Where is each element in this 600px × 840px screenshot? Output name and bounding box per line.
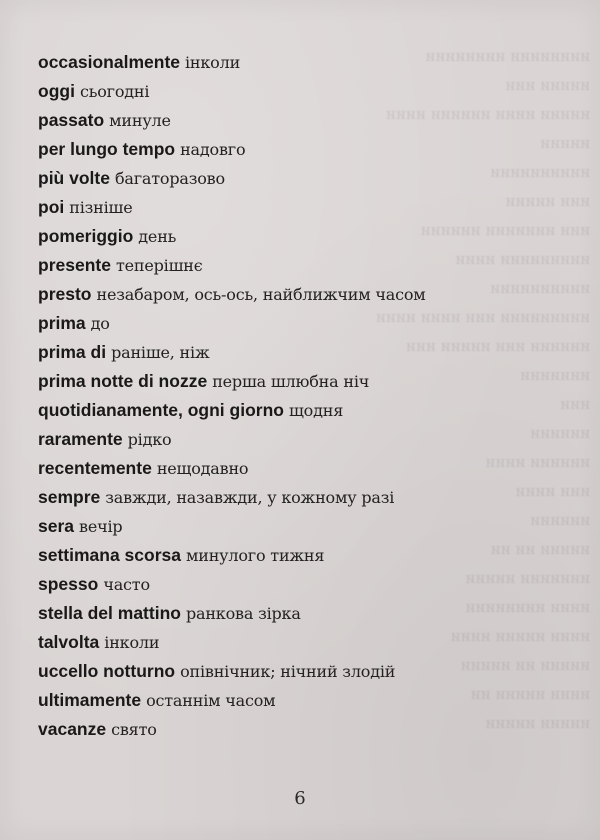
glossary-entry (38, 106, 578, 135)
italian-term: prima di (38, 342, 107, 362)
glossary-entry (38, 686, 578, 715)
ukrainian-translation: нещодавно (156, 459, 249, 478)
ukrainian-translation: опівнічник; нічний злодій (180, 662, 396, 681)
glossary-entry (38, 77, 578, 106)
italian-term: settimana scorsa (38, 545, 181, 565)
ukrainian-translation: сьогодні (79, 82, 150, 101)
italian-term: oggi (38, 81, 75, 101)
italian-term: vacanze (38, 719, 107, 739)
glossary-entry (38, 48, 578, 77)
glossary-entry (38, 512, 578, 541)
italian-term: ultimamente (38, 690, 142, 710)
glossary-entry (38, 570, 578, 599)
ukrainian-translation: інколи (185, 53, 241, 72)
italian-term: per lungo tempo (38, 139, 176, 159)
italian-term: pomeriggio (38, 226, 134, 246)
ukrainian-translation: пізніше (69, 198, 133, 217)
ukrainian-translation: надовго (180, 140, 246, 159)
italian-term: più volte (38, 168, 110, 188)
italian-term: poi (38, 197, 65, 217)
glossary-entry (38, 251, 578, 280)
glossary-entry (38, 338, 578, 367)
ukrainian-translation: щодня (288, 401, 344, 420)
glossary-entry (38, 425, 578, 454)
italian-term: prima notte di nozze (38, 371, 208, 391)
italian-term: presente (38, 255, 111, 275)
italian-term: prima (38, 313, 86, 333)
page-number: 6 (294, 788, 306, 809)
ukrainian-translation: вечір (79, 517, 123, 536)
italian-term: passato (38, 110, 105, 130)
glossary-entry (38, 628, 578, 657)
ukrainian-translation: свято (111, 720, 157, 739)
ukrainian-translation: до (90, 314, 110, 333)
italian-term: quotidianamente, ogni giorno (38, 400, 284, 420)
glossary-entry (38, 599, 578, 628)
glossary-list (38, 48, 578, 744)
italian-term: sera (38, 516, 75, 536)
italian-term: spesso (38, 574, 99, 594)
glossary-entry (38, 280, 578, 309)
ukrainian-translation: ранкова зірка (185, 604, 301, 623)
glossary-entry (38, 541, 578, 570)
ukrainian-translation: минуле (109, 111, 171, 130)
glossary-entry (38, 309, 578, 338)
glossary-entry (38, 367, 578, 396)
glossary-entry (38, 483, 578, 512)
glossary-entry (38, 222, 578, 251)
ukrainian-translation: минулого тижня (186, 546, 325, 565)
ukrainian-translation: день (138, 227, 177, 246)
glossary-entry (38, 396, 578, 425)
ukrainian-translation: інколи (104, 633, 160, 652)
ukrainian-translation: рідко (127, 430, 172, 449)
ukrainian-translation: перша шлюбна ніч (212, 372, 370, 391)
italian-term: occasionalmente (38, 52, 180, 72)
italian-term: uccello notturno (38, 661, 176, 681)
ukrainian-translation: незабаром, ось-ось, найближчим часом (96, 285, 426, 304)
italian-term: talvolta (38, 632, 100, 652)
ukrainian-translation: теперішнє (115, 256, 203, 275)
glossary-entry (38, 454, 578, 483)
ukrainian-translation: останнім часом (146, 691, 276, 710)
glossary-entry (38, 164, 578, 193)
ukrainian-translation: часто (103, 575, 150, 594)
italian-term: sempre (38, 487, 101, 507)
italian-term: stella del mattino (38, 603, 181, 623)
ukrainian-translation: багаторазово (114, 169, 225, 188)
italian-term: recentemente (38, 458, 152, 478)
ukrainian-translation: завжди, назавжди, у кожному разі (105, 488, 395, 507)
ukrainian-translation: раніше, ніж (111, 343, 210, 362)
glossary-entry (38, 193, 578, 222)
glossary-entry (38, 135, 578, 164)
italian-term: raramente (38, 429, 123, 449)
italian-term: presto (38, 284, 92, 304)
glossary-entry (38, 715, 578, 744)
bleed-through-texture: ииииииии ииииииии иииии иии иииии ииии ииииии ииии иииии ииииииииии иии иииии иии иииииии ииииии иииииииии ииии ииииииииии иииииииии иии ииии ииии ииииии иии иииии иии иииииии иии ииииии ииииии ииии иии ииии ииииии иииии ии ии иииииии иииии ииии ииииииии ииии иииии ииии иииии ии иииии ииии иииии ии иииии иииии (375, 47, 590, 732)
glossary-entry (38, 657, 578, 686)
